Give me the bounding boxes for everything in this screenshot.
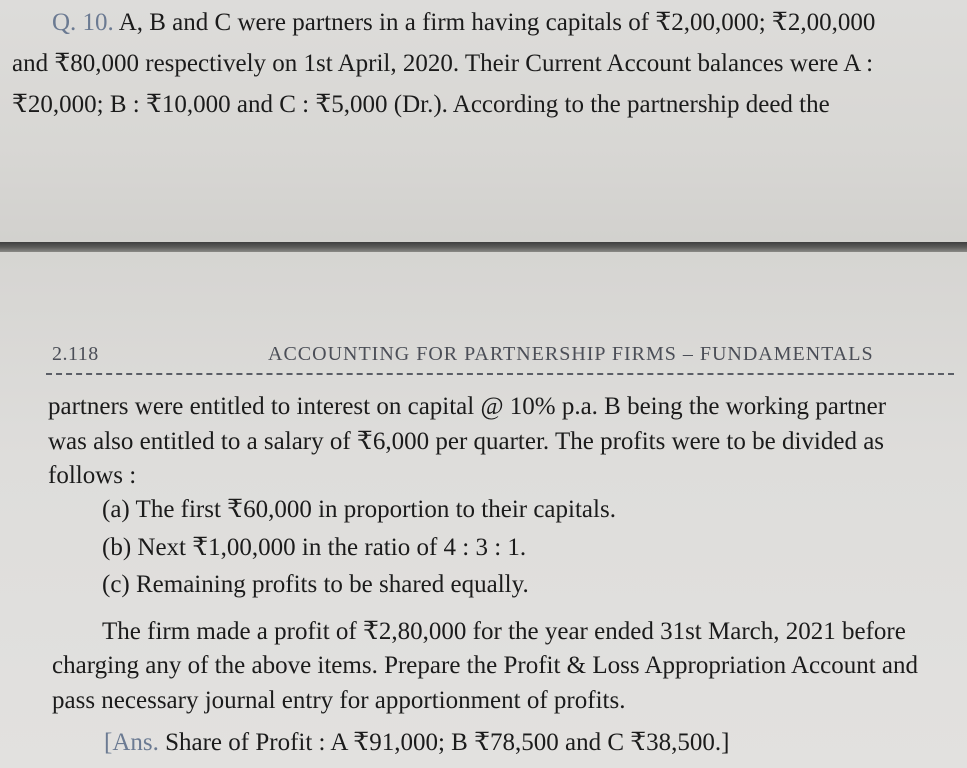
question-line-2: and ₹80,000 respectively on 1st April, 2020. Their Current Account balances were A :: [12, 50, 874, 77]
question-line-3: ₹20,000; B : ₹10,000 and C : ₹5,000 (Dr.). According to the partnership deed the: [12, 91, 830, 118]
continuation-line-1: partners were entitled to interest on capital @ 10% p.a. B being the working partner: [48, 393, 887, 420]
answer-text: Share of Profit : A ₹91,000; B ₹78,500 and C ₹38,500.]: [165, 729, 730, 756]
paragraph-line-1: The firm made a profit of ₹2,80,000 for the year ended 31st March, 2021 before: [102, 618, 906, 645]
list-item-b: (b) Next ₹1,00,000 in the ratio of 4 : 3 : 1.: [102, 534, 527, 561]
paragraph-line-3: pass necessary journal entry for apportionment of profits.: [52, 687, 626, 714]
question-line-1: [52, 8, 875, 38]
paragraph-line-2: charging any of the above items. Prepare the Profit & Loss Appropriation Account and: [52, 652, 919, 679]
continuation-line-3: follows :: [48, 462, 137, 489]
chapter-title: ACCOUNTING FOR PARTNERSHIP FIRMS – FUNDAMENTALS: [268, 343, 874, 365]
question-text-1: A, B and C were partners in a firm having capitals of ₹2,00,000; ₹2,00,000: [118, 9, 876, 36]
answer-label: [Ans.: [104, 729, 159, 756]
list-item-c: (c) Remaining profits to be shared equally.: [102, 571, 529, 598]
continuation-line-2: was also entitled to a salary of ₹6,000 per quarter. The profits were to be divided as: [48, 428, 885, 455]
question-number: Q. 10.: [52, 9, 114, 36]
page-divider: [0, 242, 967, 252]
dashed-rule: [46, 373, 954, 375]
answer-line: [104, 728, 729, 758]
page-number: 2.118: [52, 343, 99, 365]
running-head: [52, 337, 954, 369]
list-item-a: (a) The first ₹60,000 in proportion to their capitals.: [102, 496, 616, 523]
